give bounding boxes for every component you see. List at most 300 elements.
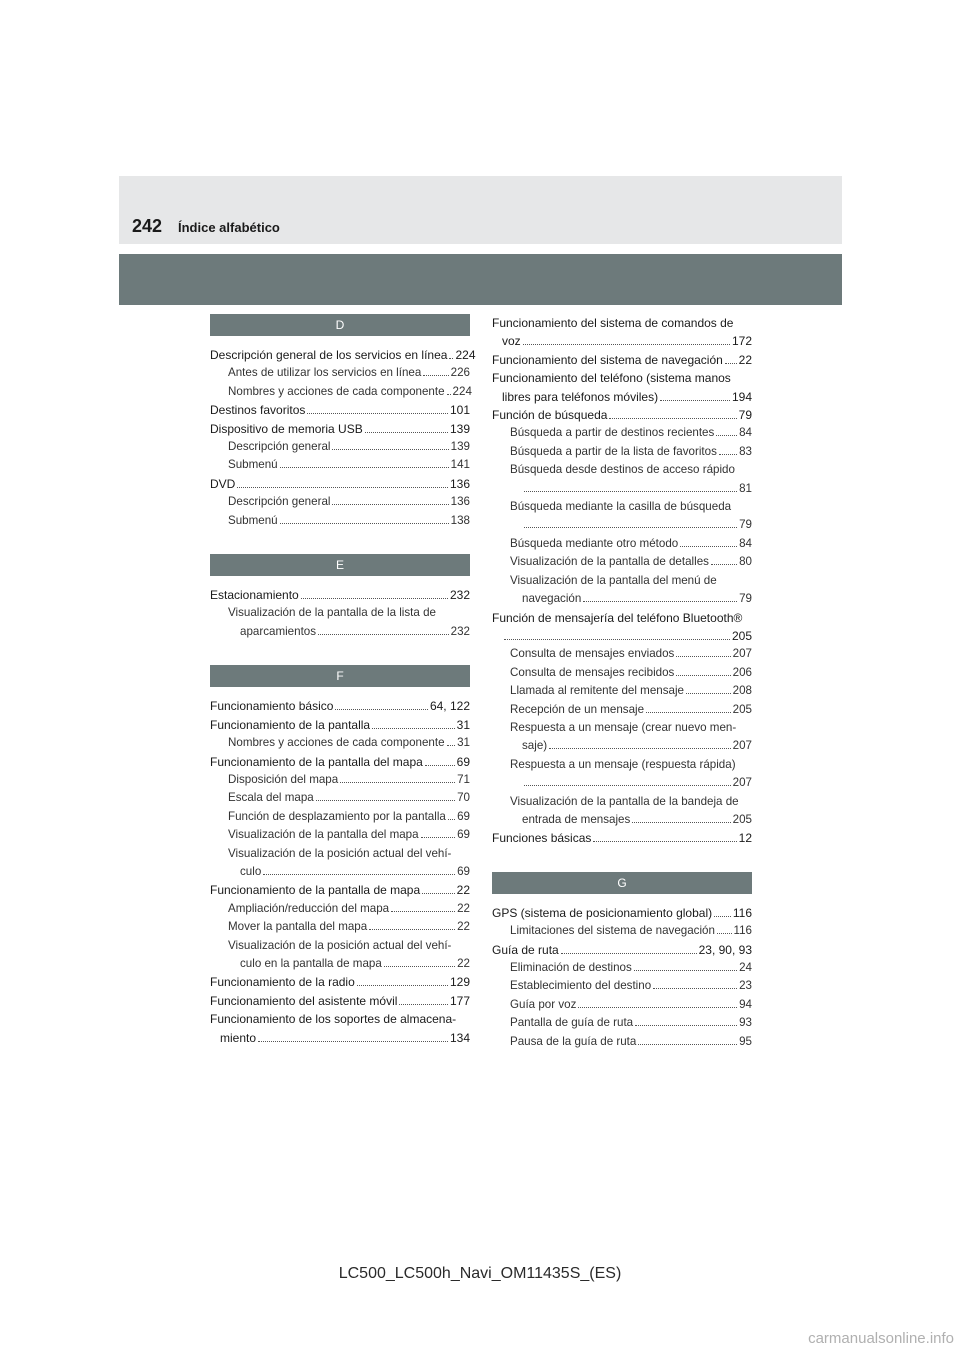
entry-row — [510, 1014, 752, 1032]
leader-dots — [504, 639, 730, 640]
entry-row — [228, 364, 470, 382]
entry-row — [210, 716, 470, 734]
page-ref: 172 — [731, 334, 752, 349]
index-entry — [210, 364, 470, 382]
entry-text: Disposición del mapa — [228, 772, 339, 786]
index-entry — [492, 369, 752, 406]
page-ref: 22 — [738, 352, 752, 367]
index-entry — [492, 719, 752, 756]
index-entry — [492, 829, 752, 847]
leader-dots — [335, 709, 428, 710]
entry-text: Funcionamiento básico — [210, 699, 334, 714]
leader-dots — [384, 966, 455, 967]
index-entry — [492, 461, 752, 498]
index-entry — [210, 973, 470, 991]
entry-text: voz — [502, 334, 521, 349]
entry-row — [228, 826, 470, 844]
entry-text: Funcionamiento de la pantalla de mapa — [210, 883, 421, 898]
entry-text: libres para teléfonos móviles) — [502, 389, 659, 404]
entry-text: Función de búsqueda — [492, 408, 608, 423]
entry-row — [510, 959, 752, 977]
section-gap — [210, 641, 470, 665]
entry-text: Visualización de la posición actual del vehí- — [228, 938, 452, 952]
entry-text: Visualización de la pantalla de la lista de — [228, 606, 436, 620]
leader-dots — [280, 467, 449, 468]
leader-dots — [369, 929, 455, 930]
leader-dots — [422, 893, 455, 894]
entry-row — [510, 1033, 752, 1051]
page-ref: 136 — [449, 476, 470, 491]
page-ref: 141 — [450, 458, 470, 472]
entry-text: Función de desplazamiento por la pantalla — [228, 809, 446, 823]
page-ref: 31 — [456, 717, 470, 732]
page-ref: 23 — [739, 979, 752, 993]
entry-row — [228, 734, 470, 752]
index-column-right — [492, 314, 752, 1051]
leader-dots — [340, 782, 455, 783]
index-entry — [492, 424, 752, 442]
entry-text: Funcionamiento del sistema de comandos de — [492, 316, 734, 330]
index-entry — [492, 406, 752, 424]
entry-text: Funcionamiento del teléfono (sistema manos — [492, 371, 731, 386]
entry-row — [510, 682, 752, 700]
entry-text: Búsqueda mediante otro método — [510, 536, 679, 550]
page-ref: 139 — [449, 421, 470, 436]
page-ref: 136 — [450, 495, 470, 509]
page-ref: 205 — [731, 628, 752, 643]
leader-dots — [635, 1025, 737, 1026]
entry-row — [510, 977, 752, 995]
section-gap — [210, 530, 470, 554]
index-entry — [210, 697, 470, 715]
index-entry — [492, 904, 752, 922]
entry-text: culo en la pantalla de mapa — [240, 956, 382, 970]
entry-row — [210, 401, 470, 419]
page-ref: 224 — [452, 384, 472, 398]
index-entry — [210, 771, 470, 789]
page-ref: 95 — [739, 1034, 752, 1048]
leader-dots — [524, 785, 731, 786]
leader-dots — [719, 454, 737, 455]
entry-text: Visualización de la pantalla de la bandeja de — [510, 794, 739, 808]
letter-header: F — [210, 665, 470, 687]
index-entry — [210, 918, 470, 936]
page-ref: 138 — [450, 513, 470, 527]
leader-dots — [447, 745, 456, 746]
entry-row — [510, 996, 752, 1014]
entry-row — [492, 941, 752, 959]
entry-text: culo — [240, 864, 262, 878]
index-entry — [210, 789, 470, 807]
entry-text: Respuesta a un mensaje (crear nuevo men- — [510, 720, 737, 734]
entry-row — [510, 516, 752, 534]
leader-dots — [523, 344, 730, 345]
entry-text: Descripción general — [228, 495, 331, 509]
leader-dots — [632, 822, 730, 823]
page-ref: 84 — [739, 536, 752, 550]
index-entry — [210, 826, 470, 844]
page-ref: 79 — [739, 518, 752, 532]
page-ref: 22 — [457, 901, 470, 915]
page-number: 242 — [132, 216, 163, 236]
page-ref: 205 — [732, 702, 752, 716]
leader-dots — [280, 523, 449, 524]
page-ref: 84 — [739, 426, 752, 440]
index-entry — [210, 881, 470, 899]
leader-dots — [578, 1007, 737, 1008]
entry-text: Consulta de mensajes enviados — [510, 647, 675, 661]
entry-row — [492, 904, 752, 922]
entry-row — [510, 811, 752, 829]
entry-text: entrada de mensajes — [522, 812, 631, 826]
entry-text: Nombres y acciones de cada componente — [228, 736, 445, 750]
index-entry — [210, 992, 470, 1010]
entry-text: Submenú — [228, 458, 278, 472]
entry-row — [492, 351, 752, 369]
page-ref: 232 — [450, 624, 470, 638]
leader-dots — [365, 432, 448, 433]
entry-row — [228, 456, 470, 474]
index-entry — [492, 443, 752, 461]
entry-text: Dispositivo de memoria USB — [210, 421, 363, 436]
index-entry — [492, 1033, 752, 1051]
index-entry — [492, 645, 752, 663]
leader-dots — [263, 874, 455, 875]
index-entry — [492, 793, 752, 830]
entry-row — [228, 955, 470, 973]
entry-text: miento — [220, 1030, 257, 1045]
leader-dots — [332, 449, 448, 450]
leader-dots — [676, 675, 730, 676]
page-ref: 71 — [457, 772, 470, 786]
entry-row — [210, 973, 470, 991]
entry-text: Búsqueda desde destinos de acceso rápido — [510, 463, 735, 477]
entry-text: Funcionamiento de la pantalla — [210, 717, 371, 732]
leader-dots — [660, 400, 730, 401]
entry-row — [210, 475, 470, 493]
entry-text: Búsqueda a partir de destinos recientes — [510, 426, 715, 440]
page-ref: 101 — [449, 403, 470, 418]
section-title: Índice alfabético — [178, 220, 280, 235]
entry-text: Limitaciones del sistema de navegación — [510, 924, 715, 938]
index-entry — [492, 572, 752, 609]
entry-row — [228, 900, 470, 918]
entry-text: Establecimiento del destino — [510, 979, 652, 993]
entry-text: Guía por voz — [510, 997, 577, 1011]
entry-row — [228, 512, 470, 530]
entry-row — [492, 332, 752, 350]
leader-dots — [301, 598, 448, 599]
leader-dots — [711, 564, 737, 565]
leader-dots — [258, 1041, 448, 1042]
leader-dots — [725, 363, 737, 364]
index-entry — [210, 456, 470, 474]
entry-row — [228, 771, 470, 789]
entry-text: Pausa de la guía de ruta — [510, 1034, 637, 1048]
entry-text: DVD — [210, 476, 236, 491]
index-entry — [492, 314, 752, 351]
entry-row — [228, 493, 470, 511]
entry-text: saje) — [522, 739, 548, 753]
index-entry — [210, 420, 470, 438]
entry-text: Recepción de un mensaje — [510, 702, 645, 716]
index-entry — [492, 609, 752, 646]
entry-text: Búsqueda a partir de la lista de favoritos — [510, 444, 717, 458]
entry-row — [510, 664, 752, 682]
document-code: LC500_LC500h_Navi_OM11435S_(ES) — [338, 1265, 622, 1282]
entry-text: Búsqueda mediante la casilla de búsqueda — [510, 500, 732, 514]
index-column-left — [210, 314, 476, 1047]
page-ref: 93 — [739, 1016, 752, 1030]
entry-text: Visualización de la posición actual del vehí- — [228, 846, 452, 860]
entry-text: Funcionamiento de la radio — [210, 975, 355, 990]
leader-dots — [372, 728, 455, 729]
entry-text: Ampliación/reducción del mapa — [228, 901, 390, 915]
page-ref: 69 — [457, 809, 470, 823]
entry-text: Visualización de la pantalla de detalles — [510, 555, 709, 569]
entry-row — [492, 627, 752, 645]
entry-row — [510, 480, 752, 498]
entry-text: Descripción general de los servicios en línea — [210, 348, 448, 362]
leader-dots — [638, 1044, 737, 1045]
page-ref: 81 — [739, 481, 752, 495]
entry-row — [210, 753, 470, 771]
index-entry — [210, 808, 470, 826]
leader-dots — [561, 953, 697, 954]
entry-text: navegación — [522, 592, 582, 606]
index-entry — [492, 922, 752, 940]
entry-row — [210, 881, 470, 899]
entry-text: Funcionamiento del asistente móvil — [210, 993, 398, 1008]
page-ref: 69 — [457, 864, 470, 878]
leader-dots — [399, 1004, 448, 1005]
leader-dots — [634, 970, 737, 971]
entry-text: aparcamientos — [240, 624, 317, 638]
index-entry — [492, 701, 752, 719]
index-entry — [492, 498, 752, 535]
entry-text: Visualización de la pantalla del mapa — [228, 828, 419, 842]
page-ref: 31 — [457, 736, 470, 750]
page-ref: 134 — [449, 1030, 470, 1045]
page-ref: 22 — [456, 883, 470, 898]
section-gap — [492, 848, 752, 872]
index-entry — [492, 351, 752, 369]
page-ref: 208 — [732, 684, 752, 698]
page-ref: 83 — [739, 444, 752, 458]
entry-text: Mover la pantalla del mapa — [228, 920, 368, 934]
page-ref: 129 — [449, 975, 470, 990]
page-ref: 22 — [457, 920, 470, 934]
page-ref: 79 — [738, 408, 752, 423]
entry-text: Consulta de mensajes recibidos — [510, 665, 675, 679]
page-ref: 224 — [455, 348, 476, 362]
index-entry — [492, 664, 752, 682]
page-ref: 194 — [731, 389, 752, 404]
leader-dots — [609, 418, 736, 419]
page-ref: 70 — [457, 791, 470, 805]
entry-row — [210, 697, 470, 715]
entry-row — [510, 645, 752, 663]
page-ref: 177 — [449, 993, 470, 1008]
entry-row — [228, 863, 470, 881]
entry-text: Estacionamiento — [210, 588, 299, 603]
entry-text: Antes de utilizar los servicios en línea — [228, 366, 422, 380]
leader-dots — [593, 841, 736, 842]
index-entry — [492, 682, 752, 700]
leader-dots — [524, 527, 737, 528]
decorative-band — [119, 254, 842, 305]
entry-text: Destinos favoritos — [210, 403, 306, 418]
leader-dots — [680, 546, 737, 547]
leader-dots — [716, 435, 737, 436]
entry-row — [492, 388, 752, 406]
index-entry — [492, 553, 752, 571]
entry-row — [228, 789, 470, 807]
index-entry — [210, 438, 470, 456]
entry-row — [510, 922, 752, 940]
entry-row — [510, 553, 752, 571]
entry-row — [210, 346, 476, 364]
index-entry — [210, 586, 470, 604]
index-entry — [210, 845, 470, 882]
page-ref: 207 — [732, 647, 752, 661]
entry-row — [510, 424, 752, 442]
watermark: carmanualsonline.info — [808, 1330, 954, 1347]
entry-row — [510, 737, 752, 755]
page-ref: 22 — [457, 956, 470, 970]
entry-row — [228, 383, 470, 401]
index-entry — [492, 1014, 752, 1032]
leader-dots — [425, 765, 455, 766]
entry-row — [210, 1029, 470, 1047]
page-ref: 24 — [739, 961, 752, 974]
leader-dots — [318, 634, 449, 635]
entry-text: Funcionamiento del sistema de navegación — [492, 352, 723, 367]
index-entry — [492, 756, 752, 793]
index-entry — [492, 535, 752, 553]
index-entry — [210, 493, 470, 511]
letter-header: D — [210, 314, 470, 336]
page-ref: 207 — [732, 739, 752, 753]
entry-text: GPS (sistema de posicionamiento global) — [492, 905, 713, 920]
entry-text: Llamada al remitente del mensaje — [510, 684, 685, 698]
leader-dots — [316, 800, 455, 801]
leader-dots — [448, 819, 455, 820]
entry-row — [210, 992, 470, 1010]
entry-row — [510, 701, 752, 719]
entry-row — [510, 443, 752, 461]
leader-dots — [686, 693, 731, 694]
letter-header: E — [210, 554, 470, 576]
page-ref: 205 — [732, 812, 752, 826]
index-entry — [210, 753, 470, 771]
page-ref: 79 — [739, 592, 752, 606]
page-ref: 69 — [456, 754, 470, 769]
index-entry — [210, 900, 470, 918]
letter-header: G — [492, 872, 752, 894]
index-entry — [210, 475, 470, 493]
entry-text: Función de mensajería del teléfono Bluetooth® — [492, 610, 743, 625]
page-ref: 232 — [449, 588, 470, 603]
entry-row — [492, 406, 752, 424]
leader-dots — [549, 748, 731, 749]
leader-dots — [583, 601, 737, 602]
page-ref: 207 — [732, 776, 752, 790]
entry-row — [228, 808, 470, 826]
leader-dots — [524, 491, 737, 492]
entry-row — [492, 829, 752, 847]
index-entry — [492, 977, 752, 995]
index-entry — [210, 937, 470, 974]
entry-row — [510, 535, 752, 553]
index-entry — [210, 716, 470, 734]
entry-text: Visualización de la pantalla del menú de — [510, 573, 717, 587]
index-entry — [210, 512, 470, 530]
page-ref: 23, 90, 93 — [698, 942, 752, 957]
entry-text: Nombres y acciones de cada componente — [228, 384, 445, 398]
entry-text: Descripción general — [228, 440, 331, 454]
leader-dots — [421, 837, 456, 838]
index-entry — [210, 604, 470, 641]
entry-text: Escala del mapa — [228, 791, 314, 805]
leader-dots — [653, 988, 737, 989]
leader-dots — [676, 656, 730, 657]
entry-text: Respuesta a un mensaje (respuesta rápida) — [510, 757, 736, 771]
leader-dots — [307, 413, 448, 414]
leader-dots — [237, 487, 448, 488]
leader-dots — [717, 933, 732, 934]
entry-row — [228, 623, 470, 641]
index-entry — [210, 346, 476, 364]
leader-dots — [332, 504, 448, 505]
index-entry — [492, 959, 752, 977]
page-ref: 206 — [732, 665, 752, 679]
leader-dots — [423, 375, 448, 376]
page-ref: 94 — [739, 997, 752, 1011]
page-ref: 64, 122 — [429, 699, 470, 714]
entry-row — [210, 586, 470, 604]
page-ref: 116 — [733, 924, 752, 938]
entry-text: Pantalla de guía de ruta — [510, 1016, 634, 1030]
leader-dots — [357, 985, 448, 986]
index-entry — [210, 383, 470, 401]
entry-row — [210, 420, 470, 438]
entry-text: Funcionamiento de los soportes de almacena- — [210, 1012, 457, 1027]
entry-row — [510, 590, 752, 608]
leader-dots — [447, 394, 451, 395]
leader-dots — [449, 358, 453, 359]
entry-text: Funcionamiento de la pantalla del mapa — [210, 754, 423, 769]
entry-row — [228, 918, 470, 936]
entry-text: Submenú — [228, 513, 278, 527]
index-entry — [210, 1010, 470, 1047]
index-entry — [210, 401, 470, 419]
page-ref: 226 — [450, 366, 470, 380]
leader-dots — [714, 916, 731, 917]
index-entry — [492, 996, 752, 1014]
page-ref: 69 — [457, 828, 470, 842]
entry-text: Guía de ruta — [492, 942, 559, 957]
index-entry — [210, 734, 470, 752]
page-ref: 80 — [739, 555, 752, 569]
entry-row — [510, 774, 752, 792]
leader-dots — [391, 911, 455, 912]
page-ref: 116 — [732, 905, 752, 920]
entry-text: Eliminación de destinos — [510, 961, 632, 974]
entry-text: Funciones básicas — [492, 831, 592, 846]
index-entry — [492, 941, 752, 959]
page-ref: 12 — [738, 831, 752, 846]
